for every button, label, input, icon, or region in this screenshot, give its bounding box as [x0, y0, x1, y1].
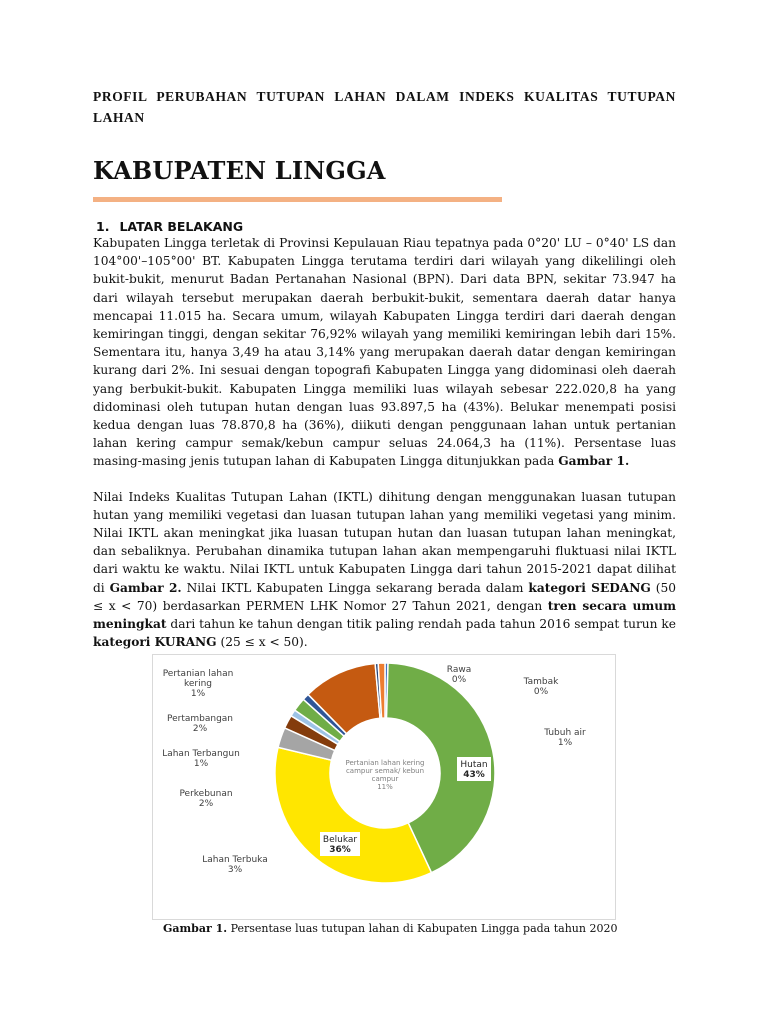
donut-chart — [152, 654, 616, 920]
paragraph-text: (25 ≤ x < 50). — [216, 635, 308, 650]
label-rawa-pct: 0% — [451, 675, 467, 685]
donut-chart-svg — [153, 655, 615, 919]
label-pertambangan-pct: 2% — [192, 724, 208, 734]
paragraph-text: dari tahun ke tahun dengan titik paling rendah pada tahun 2016 sempat turun ke — [166, 617, 676, 632]
label-pertanian-pct: 1% — [190, 689, 206, 699]
section-number: 1. — [96, 219, 110, 234]
label-perkebunan-name: Perkebunan — [179, 789, 233, 799]
caption-label: Gambar 1. — [163, 922, 228, 935]
label-campur-line3: campur — [371, 775, 399, 783]
category-sedang: kategori SEDANG — [528, 580, 651, 595]
paragraph-text: (50 ≤ x < 70) berdasarkan PERMEN LHK Nomor 27 Tahun 2021, dengan — [93, 580, 676, 613]
label-hutan-name: Hutan — [460, 760, 488, 770]
label-pertambangan-name: Pertambangan — [166, 714, 234, 724]
figure-reference: Gambar 1 — [558, 454, 625, 469]
label-perkebunan-pct: 2% — [198, 799, 214, 809]
label-hutan-pct: 43% — [463, 770, 485, 780]
label-lahanterbuka-name: Lahan Terbuka — [202, 855, 268, 865]
label-tubuhair-name: Tubuh air — [544, 728, 586, 738]
title-underline — [93, 197, 502, 202]
label-lahanterbangun-pct: 1% — [193, 759, 209, 769]
figure-caption — [163, 922, 617, 935]
paragraph-text: Kabupaten Lingga terletak di Provinsi Kepulauan Riau tepatnya pada 0°20' LU – 0°40' LS dan 104°00'–105°00' BT. Kabupaten Lingga terutama terdiri dari wilayah yang dikelilingi oleh bukit-bukit, menurut Badan Pertanahan Nasional (BPN). Dari data BPN, sekitar 73.947 ha dari wilayah tersebut merupakan daerah berbukit-bukit, sementara daerah datar hanya mencapai 11.015 ha. Secara umum, wilayah Kabupaten Lingga terdiri dari daerah dengan kemiringan tinggi, dengan sekitar 76,92% wilayah yang memiliki kemiringan lebih dari 15%. Sementara itu, hanya 3,49 ha atau 3,14% yang merupakan daerah datar dengan kemiringan kurang dari 2%. Ini sesuai dengan topografi Kabupaten Lingga yang didominasi oleh daerah yang berbukit-bukit. Kabupaten Lingga memiliki luas wilayah sebesar 222.020,8 ha yang didominasi oleh tutupan hutan dengan luas 93.897,5 ha (43%). Belukar menempati posisi kedua dengan luas 78.870,8 ha (36%), diikuti dengan penggunaan lahan untuk pertanian lahan kering campur semak/kebun campur seluas 24.064,3 ha (11%). Persentase luas masing-masing jenis tutupan lahan di Kabupaten Lingga ditunjukkan pada — [93, 236, 676, 469]
document-header-title: PROFIL PERUBAHAN TUTUPAN LAHAN DALAM INDEKS KUALITAS TUTUPAN LAHAN — [93, 89, 676, 125]
paragraph-iktl — [93, 488, 676, 652]
section-title: LATAR BELAKANG — [119, 219, 244, 234]
section-heading — [96, 219, 676, 234]
label-campur-pct: 11% — [377, 783, 393, 791]
label-pertanian-name1: Pertanian lahan — [162, 669, 234, 679]
caption-text: Persentase luas tutupan lahan di Kabupaten Lingga pada tahun 2020 — [227, 922, 618, 935]
label-lahanterbuka-pct: 3% — [227, 865, 243, 875]
label-rawa-name: Rawa — [446, 665, 472, 675]
paragraph-latar-belakang — [93, 234, 676, 471]
paragraph-end: . — [624, 454, 630, 469]
paragraph-text: Nilai IKTL Kabupaten Lingga sekarang berada dalam — [181, 580, 529, 595]
category-kurang: kategori KURANG — [93, 635, 217, 650]
page-title: KABUPATEN LINGGA — [93, 156, 386, 185]
trend-text: tren secara umum meningkat — [93, 598, 677, 632]
label-belukar-pct: 36% — [329, 845, 351, 855]
label-tubuhair-pct: 1% — [557, 738, 573, 748]
paragraph-text: Nilai Indeks Kualitas Tutupan Lahan (IKTL) dihitung dengan menggunakan luasan tutupan hutan yang memiliki vegetasi dan luasan tutupan lahan yang memiliki vegetasi yang minim. Nilai IKTL akan meningkat jika luasan tutupan hutan dan luasan tutupan lahan meningkat, dan sebaliknya. Perubahan dinamika tutupan lahan akan mempengaruhi fluktuasi nilai IKTL dari waktu ke waktu. Nilai IKTL untuk Kabupaten Lingga dari tahun 2015-2021 dapat dilihat di — [93, 489, 676, 595]
label-tambak-pct: 0% — [533, 687, 549, 697]
label-campur-line2: campur semak/ kebun — [345, 767, 425, 775]
label-tambak-name: Tambak — [523, 677, 559, 687]
document-page — [93, 86, 676, 651]
label-pertanian-name2: kering — [183, 679, 213, 689]
label-campur-line1: Pertanian lahan kering — [345, 759, 425, 767]
label-lahanterbangun-name: Lahan Terbangun — [162, 749, 240, 759]
figure-reference: Gambar 2. — [109, 580, 182, 595]
label-belukar-name: Belukar — [322, 835, 358, 845]
